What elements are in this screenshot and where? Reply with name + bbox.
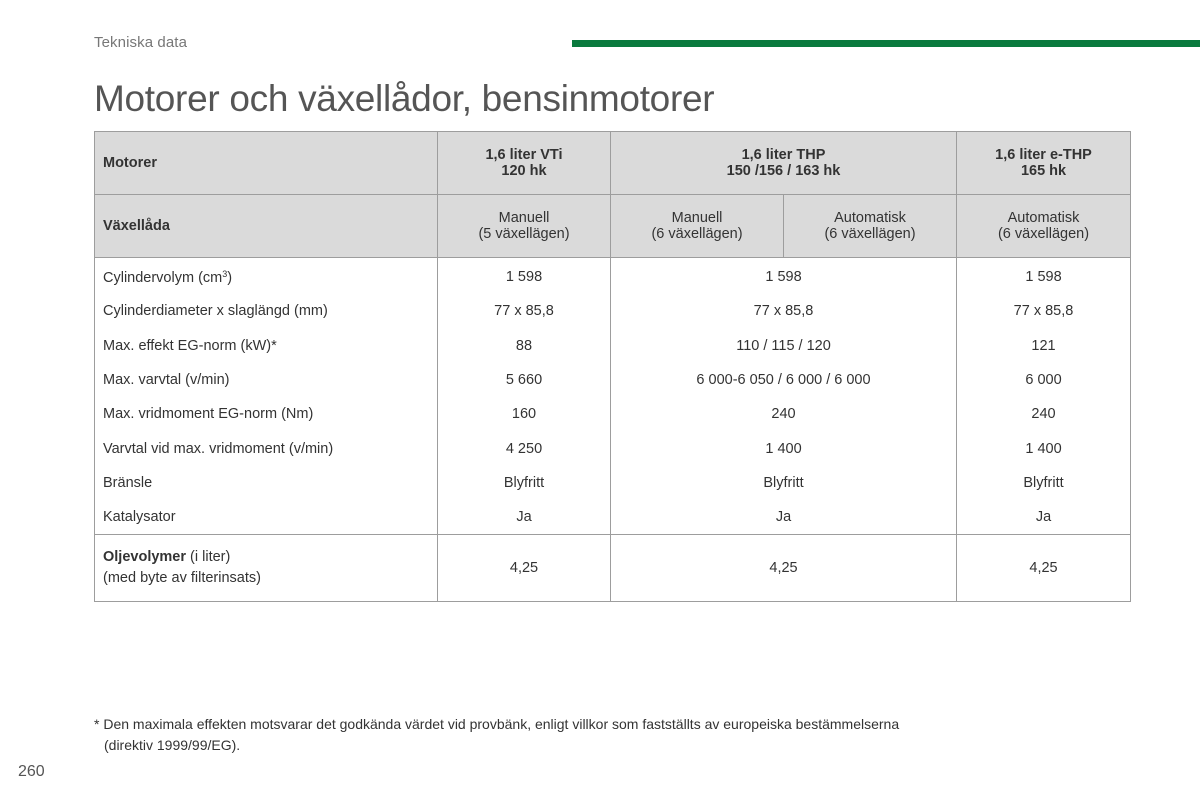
value-cell: 1 400 <box>611 431 957 465</box>
gearbox-gears: (6 växellägen) <box>651 226 743 242</box>
gearbox-type: Automatisk <box>1007 210 1080 226</box>
gearbox-type: Manuell <box>498 210 550 226</box>
value-cell: 110 / 115 / 120 <box>611 329 957 363</box>
value-cell: 5 660 <box>438 363 611 397</box>
table-row <box>95 397 1131 431</box>
oil-label-bold: Oljevolymer <box>103 549 187 566</box>
value-cell: 1 598 <box>611 258 957 295</box>
row-label: Varvtal vid max. vridmoment (v/min) <box>95 431 438 465</box>
value-cell: Ja <box>611 500 957 535</box>
row-label-oil <box>95 535 438 602</box>
engine-header-thp <box>611 132 957 195</box>
footnote-line-1: * Den maximala effekten motsvarar det godkända värdet vid provbänk, enligt villkor som fastställts av europeiska bestämmelserna <box>94 716 900 732</box>
gearbox-gears: (5 växellägen) <box>478 226 570 242</box>
value-cell: 4,25 <box>957 535 1131 602</box>
value-cell: 4,25 <box>611 535 957 602</box>
footnote <box>94 714 994 756</box>
gearbox-type: Automatisk <box>834 210 906 226</box>
gearbox-cell <box>784 195 957 258</box>
row-label: Katalysator <box>95 500 438 535</box>
value-cell: 77 x 85,8 <box>611 294 957 328</box>
value-cell: 1 400 <box>957 431 1131 465</box>
engine-power: 150 /156 / 163 hk <box>726 163 841 179</box>
row-label: Cylindervolym $(cm^3)$ <box>95 258 438 295</box>
oil-volume-row <box>95 535 1131 602</box>
value-cell: 4,25 <box>438 535 611 602</box>
value-cell: 4 250 <box>438 431 611 465</box>
page-number: 260 <box>18 763 45 780</box>
value-cell: 77 x 85,8 <box>438 294 611 328</box>
footnote-line-2: (direktiv 1999/99/EG). <box>104 737 241 753</box>
row-label: Max. varvtal (v/min) <box>95 363 438 397</box>
value-cell: Blyfritt <box>611 466 957 500</box>
row-label: Bränsle <box>95 466 438 500</box>
engine-header-vti <box>438 132 611 195</box>
value-cell: Ja <box>957 500 1131 535</box>
value-cell: 1 598 <box>438 258 611 295</box>
oil-label-note: (med byte av filterinsats) <box>103 570 261 587</box>
engine-name: 1,6 liter e-THP <box>995 147 1092 163</box>
engine-name: 1,6 liter THP <box>741 147 826 163</box>
value-cell: Blyfritt <box>438 466 611 500</box>
table-row <box>95 363 1131 397</box>
row-label-engines: Motorer <box>95 132 438 195</box>
row-label-gearbox: Växellåda <box>95 195 438 258</box>
value-cell: 240 <box>957 397 1131 431</box>
row-label: Max. vridmoment EG-norm (Nm) <box>95 397 438 431</box>
gearbox-gears: (6 växellägen) <box>997 226 1090 242</box>
engine-header-ethp <box>957 132 1131 195</box>
row-label: Cylinderdiameter x slaglängd (mm) <box>95 294 438 328</box>
row-label: Max. effekt EG-norm (kW)* <box>95 329 438 363</box>
gearbox-cell <box>438 195 611 258</box>
gearbox-type: Manuell <box>671 210 723 226</box>
gearbox-gears: (6 växellägen) <box>824 226 916 242</box>
engine-name: 1,6 liter VTi <box>485 147 563 163</box>
header-accent-bar <box>572 40 1200 47</box>
oil-label-unit: (i liter) <box>186 549 231 566</box>
section-label: Tekniska data <box>94 34 188 51</box>
value-cell: 1 598 <box>957 258 1131 295</box>
value-cell: Ja <box>438 500 611 535</box>
table-row <box>95 258 1131 295</box>
value-cell: Blyfritt <box>957 466 1131 500</box>
gearbox-cell <box>611 195 784 258</box>
value-cell: 6 000 <box>957 363 1131 397</box>
value-cell: 121 <box>957 329 1131 363</box>
value-cell: 6 000-6 050 / 6 000 / 6 000 <box>611 363 957 397</box>
value-cell: 77 x 85,8 <box>957 294 1131 328</box>
gearbox-row <box>95 195 1131 258</box>
value-cell: 160 <box>438 397 611 431</box>
table-row <box>95 329 1131 363</box>
engine-power: 120 hk <box>501 163 547 179</box>
engine-header-row <box>95 132 1131 195</box>
table-row <box>95 466 1131 500</box>
value-cell: 240 <box>611 397 957 431</box>
page-title: Motorer och växellådor, bensinmotorer <box>94 78 715 119</box>
engine-spec-table <box>94 131 1131 602</box>
table-row <box>95 431 1131 465</box>
gearbox-cell <box>957 195 1131 258</box>
table-row <box>95 294 1131 328</box>
table-row <box>95 500 1131 535</box>
value-cell: 88 <box>438 329 611 363</box>
engine-power: 165 hk <box>1020 163 1067 179</box>
